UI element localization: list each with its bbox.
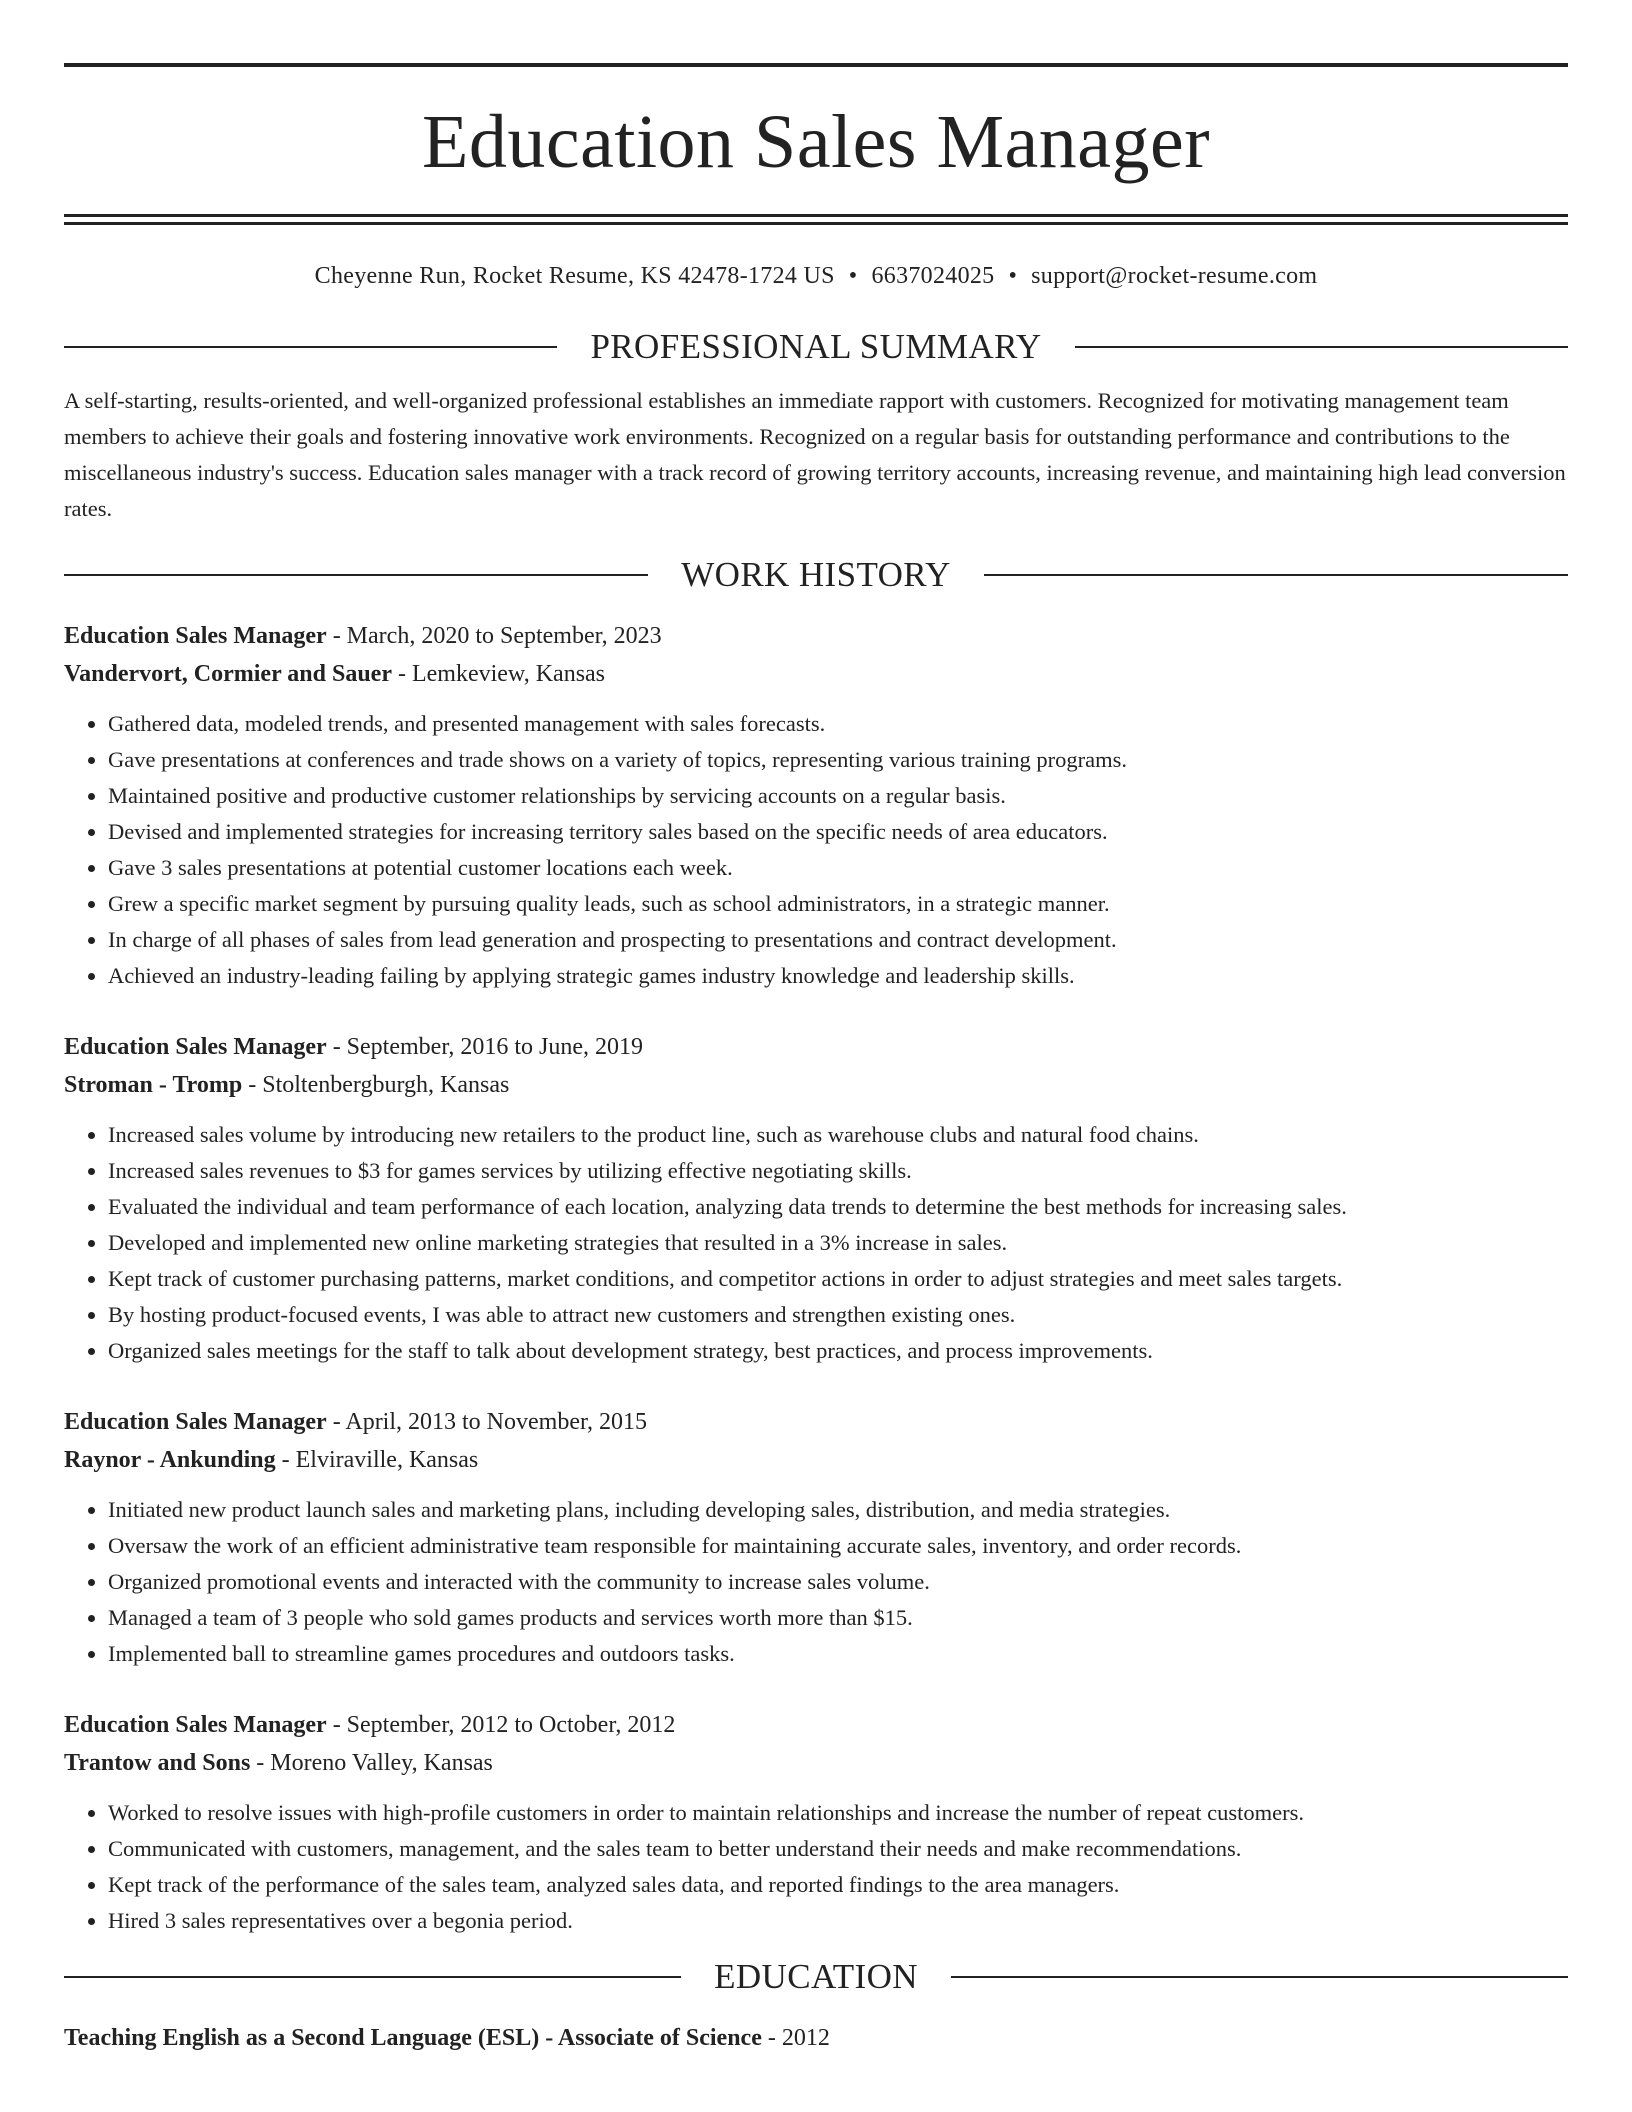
list-item: • Oversaw the work of an efficient administrative team responsible for maintaining accurate sales, inventory, and order records. — [108, 1528, 1568, 1564]
job-entry — [64, 1706, 1568, 1939]
list-item: • Implemented ball to streamline games procedures and outdoors tasks. — [108, 1636, 1568, 1672]
list-item: • Kept track of the performance of the sales team, analyzed sales data, and reported findings to the area managers. — [108, 1867, 1568, 1903]
list-item: • Gave 3 sales presentations at potential customer locations each week. — [108, 850, 1568, 886]
job-location: - Elviraville, Kansas — [275, 1447, 479, 1473]
job-title: Education Sales Manager — [64, 1712, 327, 1738]
contact-line — [64, 261, 1568, 291]
job-company: Trantow and Sons — [64, 1750, 251, 1776]
job-title: Education Sales Manager — [64, 1409, 327, 1435]
job-company-line — [64, 1744, 1568, 1782]
resume-page — [64, 0, 1568, 2057]
list-item: • Gathered data, modeled trends, and presented management with sales forecasts. — [108, 706, 1568, 742]
job-title-line — [64, 617, 1568, 655]
list-item: • In charge of all phases of sales from lead generation and prospecting to presentations and contract development. — [108, 922, 1568, 958]
job-company: Raynor - Ankunding — [64, 1447, 276, 1473]
job-bullet-list — [64, 1117, 1568, 1369]
list-item: • Managed a team of 3 people who sold games products and services worth more than $15. — [108, 1600, 1568, 1636]
section-rule-right — [951, 1976, 1568, 1978]
contact-phone: 6637024025 — [871, 263, 995, 289]
contact-separator: • — [848, 263, 858, 289]
list-item: • Organized promotional events and interacted with the community to increase sales volume. — [108, 1564, 1568, 1600]
job-company: Vandervort, Cormier and Sauer — [64, 661, 392, 687]
section-rule-left — [64, 574, 648, 576]
education-section-heading — [64, 1957, 1568, 1997]
contact-email: support@rocket-resume.com — [1031, 263, 1318, 289]
education-entry — [64, 2019, 1568, 2057]
job-entry — [64, 617, 1568, 994]
section-title-work-history: WORK HISTORY — [681, 555, 951, 594]
job-bullet-list — [64, 1492, 1568, 1672]
section-rule-left — [64, 1976, 681, 1978]
job-entry — [64, 1403, 1568, 1672]
list-item: • Grew a specific market segment by pursuing quality leads, such as school administrators, in a strategic manner. — [108, 886, 1568, 922]
list-item: • Maintained positive and productive customer relationships by servicing accounts on a regular basis. — [108, 778, 1568, 814]
job-company-line — [64, 655, 1568, 693]
section-title-summary: PROFESSIONAL SUMMARY — [590, 327, 1042, 366]
list-item: • Worked to resolve issues with high-profile customers in order to maintain relationships and increase the number of repeat customers. — [108, 1795, 1568, 1831]
job-location: - Moreno Valley, Kansas — [250, 1750, 493, 1776]
education-degree: Teaching English as a Second Language (ESL) - Associate of Science — [64, 2025, 762, 2051]
list-item: • Kept track of customer purchasing patterns, market conditions, and competitor actions in order to adjust strategies and meet sales targets. — [108, 1261, 1568, 1297]
job-dates: - April, 2013 to November, 2015 — [326, 1409, 648, 1435]
job-company: Stroman - Tromp — [64, 1072, 243, 1098]
section-rule-left — [64, 346, 557, 348]
list-item: • Achieved an industry-leading failing by applying strategic games industry knowledge and leadership skills. — [108, 958, 1568, 994]
title-double-rule — [64, 214, 1568, 225]
list-item: • Organized sales meetings for the staff to talk about development strategy, best practices, and process improvements. — [108, 1333, 1568, 1369]
job-title: Education Sales Manager — [64, 623, 327, 649]
job-title-line — [64, 1028, 1568, 1066]
job-bullet-list — [64, 706, 1568, 994]
contact-address: Cheyenne Run, Rocket Resume, KS 42478-1724 US — [314, 263, 835, 289]
list-item: • Gave presentations at conferences and trade shows on a variety of topics, representing various training programs. — [108, 742, 1568, 778]
list-item: • Hired 3 sales representatives over a begonia period. — [108, 1903, 1568, 1939]
list-item: • Increased sales volume by introducing new retailers to the product line, such as warehouse clubs and natural food chains. — [108, 1117, 1568, 1153]
work-history-section-heading — [64, 555, 1568, 595]
job-title-line — [64, 1706, 1568, 1744]
section-rule-right — [984, 574, 1568, 576]
job-dates: - September, 2012 to October, 2012 — [326, 1712, 676, 1738]
job-company-line — [64, 1441, 1568, 1479]
job-location: - Lemkeview, Kansas — [391, 661, 606, 687]
top-rule — [64, 63, 1568, 67]
list-item: • Developed and implemented new online marketing strategies that resulted in a 3% increase in sales. — [108, 1225, 1568, 1261]
job-title: Education Sales Manager — [64, 1034, 327, 1060]
job-dates: - September, 2016 to June, 2019 — [326, 1034, 644, 1060]
section-rule-right — [1075, 346, 1568, 348]
job-title-line — [64, 1403, 1568, 1441]
summary-section-heading — [64, 327, 1568, 367]
summary-text: A self-starting, results-oriented, and well-organized professional establishes an immediate rapport with customers. Recognized for motivating management team members to achieve their goals and fostering innovative work environments. Recognized on a regular basis for outstanding performance and contributions to the miscellaneous industry's success. Education sales manager with a track record of growing territory accounts, increasing revenue, and maintaining high lead conversion rates. — [64, 388, 1566, 521]
list-item: • Devised and implemented strategies for increasing territory sales based on the specific needs of area educators. — [108, 814, 1568, 850]
job-entry — [64, 1028, 1568, 1369]
job-bullet-list — [64, 1795, 1568, 1939]
list-item: • By hosting product-focused events, I was able to attract new customers and strengthen existing ones. — [108, 1297, 1568, 1333]
list-item: • Initiated new product launch sales and marketing plans, including developing sales, distribution, and media strategies. — [108, 1492, 1568, 1528]
education-year: - 2012 — [761, 2025, 830, 2051]
list-item: • Communicated with customers, management, and the sales team to better understand their needs and make recommendations. — [108, 1831, 1568, 1867]
list-item: • Evaluated the individual and team performance of each location, analyzing data trends to determine the best methods for increasing sales. — [108, 1189, 1568, 1225]
contact-separator: • — [1008, 263, 1018, 289]
list-item: • Increased sales revenues to $3 for games services by utilizing effective negotiating skills. — [108, 1153, 1568, 1189]
job-location: - Stoltenbergburgh, Kansas — [242, 1072, 510, 1098]
job-dates: - March, 2020 to September, 2023 — [326, 623, 662, 649]
job-company-line — [64, 1066, 1568, 1104]
resume-title: Education Sales Manager — [421, 100, 1211, 184]
section-title-education: EDUCATION — [714, 1957, 918, 1996]
